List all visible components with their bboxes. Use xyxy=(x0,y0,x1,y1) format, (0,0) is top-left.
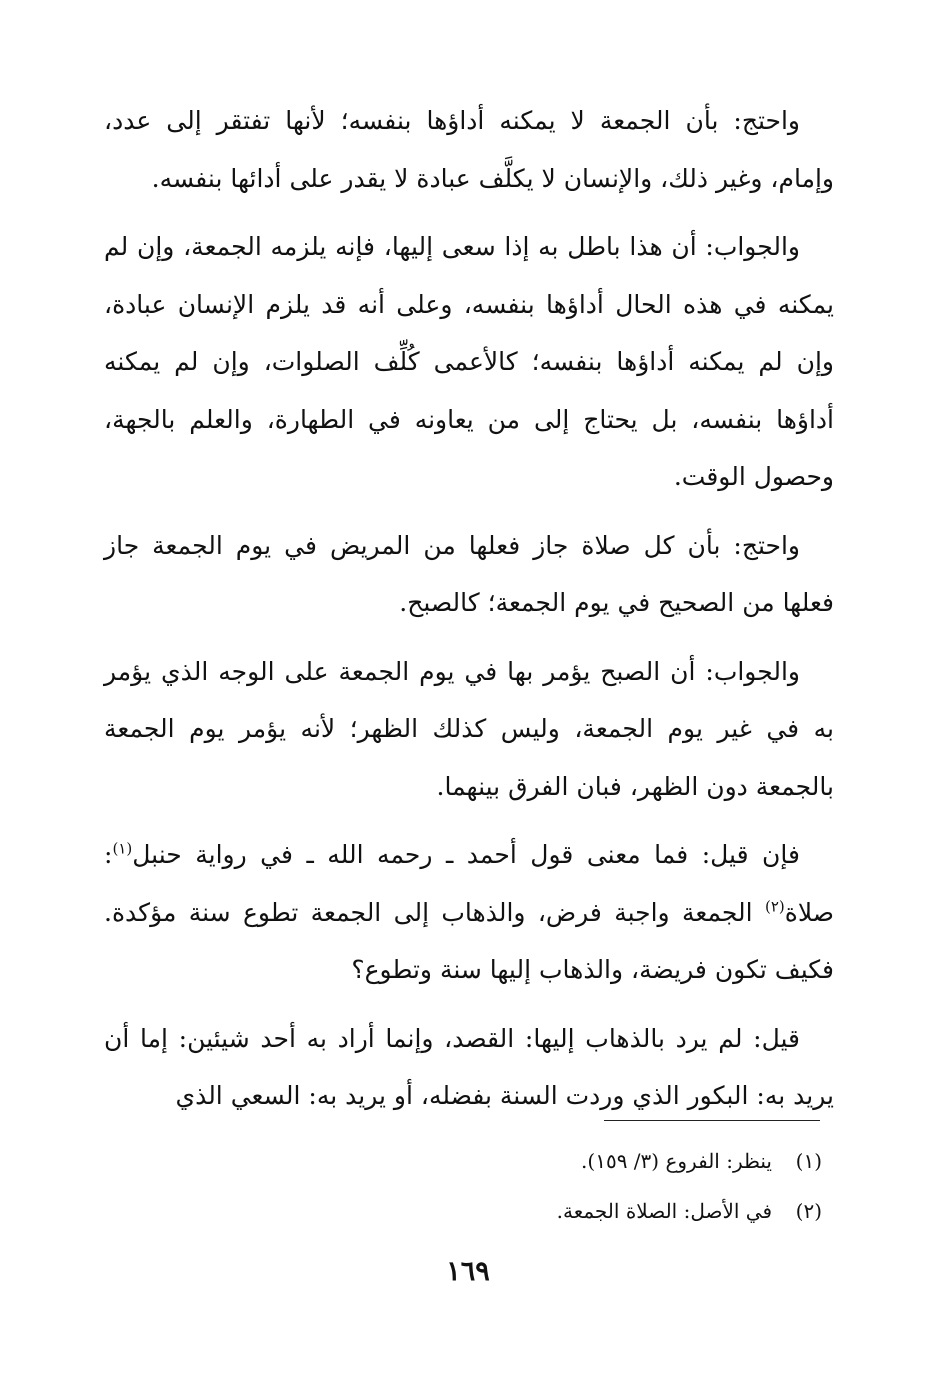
page-number: ١٦٩ xyxy=(446,1256,490,1287)
footnote-number: (١) xyxy=(795,1149,822,1173)
paragraph-5-part-3: الجمعة واجبة فرض، والذهاب إلى الجمعة تطوع سنة مؤكدة. فكيف تكون فريضة، والذهاب إليها سنة وتطوع؟ xyxy=(104,897,834,984)
paragraph-6: قيل: لم يرد بالذهاب إليها: القصد، وإنما أراد به أحد شيئين: إما أن يريد به: البكور الذي وردت السنة بفضله، أو يريد به: السعي الذي xyxy=(104,1023,834,1110)
footnotes xyxy=(300,1136,822,1236)
paragraph-3: واحتج: بأن كل صلاة جاز فعلها من المريض في يوم الجمعة جاز فعلها من الصحيح في يوم الجمعة؛ كالصبح. xyxy=(104,530,834,617)
footnote-text: ينظر: الفروع (٣/ ١٥٩). xyxy=(581,1149,772,1173)
footnote-separator xyxy=(604,1120,820,1121)
footnote-number: (٢) xyxy=(795,1199,822,1223)
footnote-2 xyxy=(300,1186,822,1236)
paragraph-2: والجواب: أن هذا باطل به إذا سعى إليها، فإنه يلزمه الجمعة، وإن لم يمكنه في هذه الحال أداؤها بنفسه، وعلى أنه قد يلزم الإنسان عبادة، وإن لم يمكنه أداؤها بنفسه؛ كالأعمى كُلِّف الصلوات، وإن لم يمكنه أداؤها بنفسه، بل يحتاج إلى من يعاونه في الطهارة، والعلم بالجهة، وحصول الوقت. xyxy=(104,232,834,491)
main-text xyxy=(104,92,834,1125)
paragraph-4: والجواب: أن الصبح يؤمر بها في يوم الجمعة على الوجه الذي يؤمر به في غير يوم الجمعة، وليس كذلك الظهر؛ لأنه يؤمر يوم الجمعة بالجمعة دون الظهر، فبان الفرق بينهما. xyxy=(104,656,834,801)
paragraph-1: واحتج: بأن الجمعة لا يمكنه أداؤها بنفسه؛ لأنها تفتقر إلى عدد، وإمام، وغير ذلك، والإنسان لا يكلَّف عبادة لا يقدر على أدائها بنفسه. xyxy=(104,106,834,193)
footnote-marker-2: (٢) xyxy=(764,897,785,916)
footnote-1 xyxy=(300,1136,822,1186)
footnote-text: في الأصل: الصلاة الجمعة. xyxy=(556,1199,772,1223)
paragraph-5 xyxy=(104,826,834,999)
footnote-marker-1: (١) xyxy=(112,839,133,858)
paragraph-5-part-1: فإن قيل: فما معنى قول أحمد ـ رحمه الله ـ في رواية حنبل xyxy=(132,840,800,869)
paragraph-5-part-2: : صلاة xyxy=(104,840,834,927)
